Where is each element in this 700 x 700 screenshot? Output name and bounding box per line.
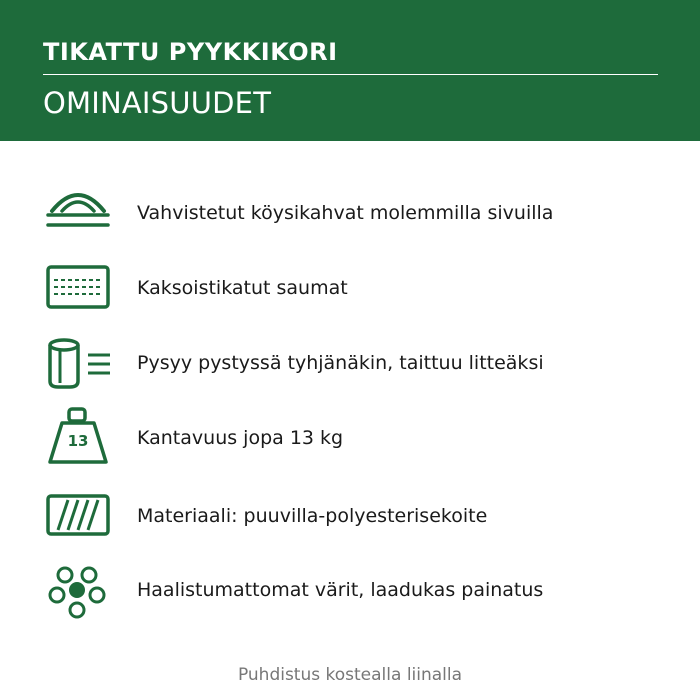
- product-title: TIKATTU PYYKKIKORI: [43, 38, 338, 66]
- feature-item-material: [0, 484, 700, 548]
- feature-item-rope-handles: [0, 181, 700, 245]
- feature-text: Materiaali: puuvilla-polyesterisekoite: [137, 505, 488, 527]
- feature-item-colors: [0, 558, 700, 622]
- section-title: OMINAISUUDET: [43, 86, 272, 120]
- color-dots-icon: [44, 558, 112, 622]
- rope-handle-icon: [44, 181, 112, 245]
- feature-text: Kaksoistikatut saumat: [137, 277, 348, 299]
- feature-item-fold-flat: [0, 331, 700, 395]
- double-stitch-icon: [44, 256, 112, 320]
- feature-text: Pysyy pystyssä tyhjänäkin, taittuu litteäksi: [137, 352, 544, 374]
- feature-item-double-stitch: [0, 256, 700, 320]
- fabric-icon: [44, 484, 112, 548]
- feature-text: Vahvistetut köysikahvat molemmilla sivuilla: [137, 202, 554, 224]
- fold-flat-icon: [44, 331, 112, 395]
- feature-text: Haalistumattomat värit, laadukas painatus: [137, 579, 544, 601]
- weight-value-label: 13: [67, 432, 89, 450]
- care-instructions: Puhdistus kostealla liinalla: [237, 665, 463, 685]
- feature-text: Kantavuus jopa 13 kg: [137, 427, 344, 449]
- feature-item-load-capacity: [0, 406, 700, 470]
